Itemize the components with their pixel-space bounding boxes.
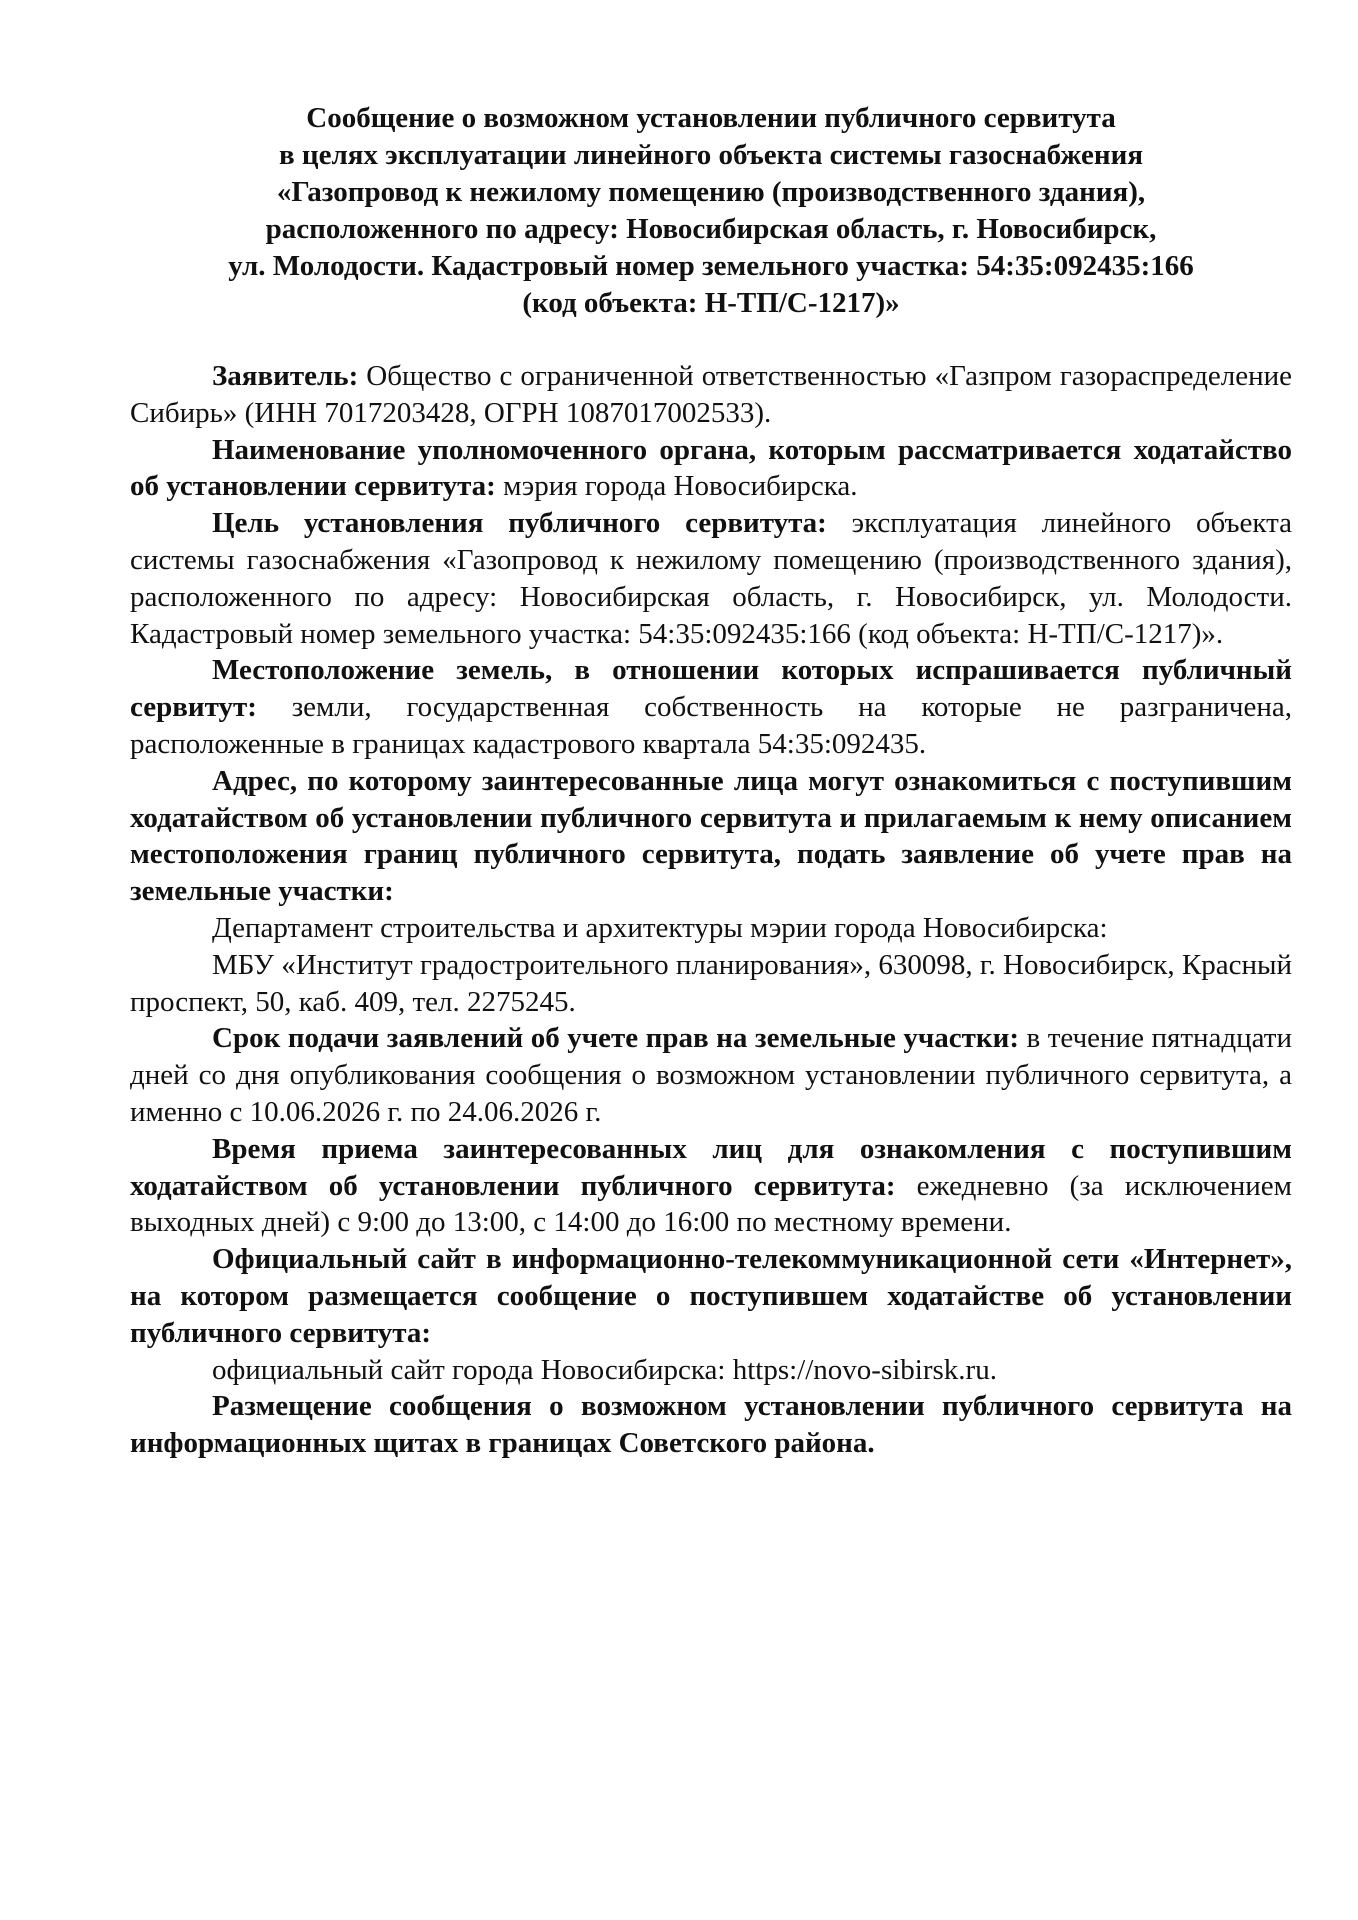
paragraph-applicant [130,358,1292,432]
authority-text: мэрия города Новосибирска. [495,470,858,503]
title-line-1: Сообщение о возможном установлении публичного сервитута [306,102,1116,134]
paragraph-address [130,763,1292,910]
location-text: земли, государственная собственность на которые не разграничена, расположенные в границах кадастрового квартала 54:35:092435. [130,691,1292,760]
placement-label: Размещение сообщения о возможном установлении публичного сервитута на информационных щитах в границах Советского района. [130,1390,1292,1460]
paragraph-reception [130,1131,1292,1241]
institute-text: МБУ «Институт градостроительного планирования», 630098, г. Новосибирск, Красный проспект, 50, каб. 409, тел. 2275245. [130,948,1292,1018]
authority-label: Наименование уполномоченного органа, которым рассматривается ходатайство об установлении сервитута: [130,433,1292,503]
paragraph-institute [130,947,1292,1021]
title-line-4: расположенного по адресу: Новосибирская область, г. Новосибирск, [265,213,1157,245]
website-heading-label: Официальный сайт в информационно-телекоммуникационной сети «Интернет», на котором размещается сообщение о поступившем ходатайстве об установлении публичного сервитута: [130,1243,1292,1349]
title-line-3: «Газопровод к нежилому помещению (производственного здания), [276,176,1146,208]
location-label: Местоположение земель, в отношении которых испрашивается публичный сервитут: [130,654,1292,724]
deadline-text: в течение пятнадцати дней со дня опубликования сообщения о возможном установлении публичного сервитута, а именно с 10.06.2026 г. по 24.06.2026 г. [130,1022,1292,1128]
deadline-label: Срок подачи заявлений об учете прав на земельные участки: [212,1022,1019,1055]
document-body [130,358,1292,1462]
paragraph-authority [130,432,1292,506]
department-text: Департамент строительства и архитектуры мэрии города Новосибирска: [212,911,1108,944]
paragraph-placement [130,1388,1292,1462]
purpose-text: эксплуатация линейного объекта системы газоснабжения «Газопровод к нежилому помещению (производственного здания), расположенного по адресу: Новосибирская область, г. Новосибирск, ул. Молодости. Кадастровый номер земельного участка: 54:35:092435:166 (код объекта: Н-ТП/С-1217)». [130,507,1293,650]
paragraph-location [130,652,1292,762]
applicant-text: Общество с ограниченной ответственностью «Газпром газораспределение Сибирь» (ИНН 7017203428, ОГРН 1087017002533). [130,360,1292,429]
document-title [130,100,1292,322]
purpose-label: Цель установления публичного сервитута: [212,507,827,540]
paragraph-website-heading [130,1241,1292,1351]
paragraph-website [130,1352,1292,1389]
title-line-6: (код объекта: Н-ТП/С-1217)» [522,287,900,319]
title-line-2: в целях эксплуатации линейного объекта системы газоснабжения [278,139,1144,171]
title-line-5: ул. Молодости. Кадастровый номер земельного участка: 54:35:092435:166 [228,250,1194,282]
paragraph-purpose [130,505,1292,652]
reception-text: ежедневно (за исключением выходных дней) с 9:00 до 13:00, с 14:00 до 16:00 по местному времени. [130,1169,1292,1239]
address-label: Адрес, по которому заинтересованные лица могут ознакомиться с поступившим ходатайством об установлении публичного сервитута и прилагаемым к нему описанием местоположения границ публичного сервитута, подать заявление об учете прав на земельные участки: [130,764,1292,908]
applicant-label: Заявитель: [212,360,359,392]
website-text: официальный сайт города Новосибирска: https://novo-sibirsk.ru. [212,1353,997,1386]
paragraph-deadline [130,1020,1292,1130]
reception-label: Время приема заинтересованных лиц для ознакомления с поступившим ходатайством об установлении публичного сервитута: [130,1132,1292,1202]
paragraph-department [130,910,1292,947]
